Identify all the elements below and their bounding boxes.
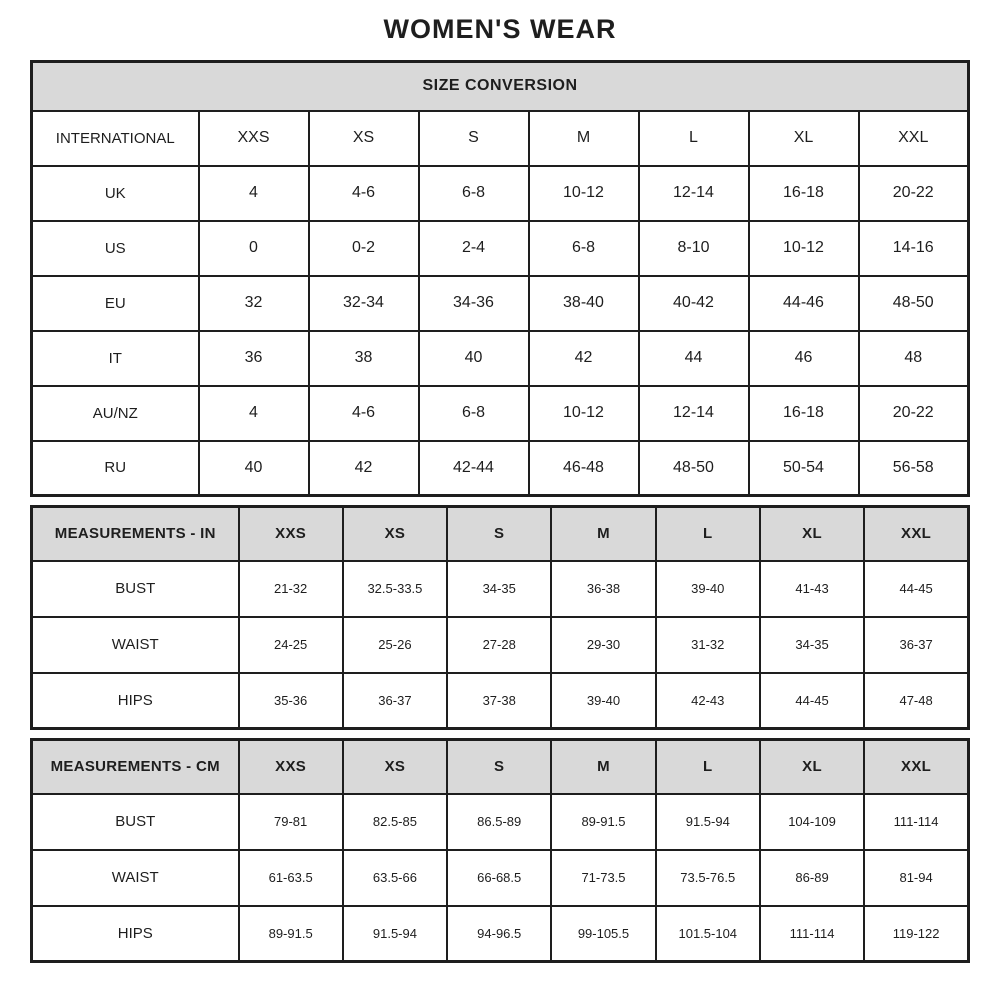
cell-value: L xyxy=(639,111,749,166)
cell-value: 111-114 xyxy=(760,906,864,962)
cell-value: 21-32 xyxy=(239,561,343,617)
cell-value: 44-46 xyxy=(749,276,859,331)
size-conversion-table xyxy=(30,60,970,497)
cell-value: 71-73.5 xyxy=(551,850,655,906)
table-row xyxy=(32,906,969,962)
table-header-row xyxy=(32,740,969,794)
cell-value: XXS xyxy=(199,111,309,166)
row-label: AU/NZ xyxy=(32,386,199,441)
cell-value: 89-91.5 xyxy=(551,794,655,850)
cell-value: 10-12 xyxy=(529,166,639,221)
cell-value: 0-2 xyxy=(309,221,419,276)
size-header-cell: L xyxy=(656,507,760,561)
cell-value: 32.5-33.5 xyxy=(343,561,447,617)
table-row xyxy=(32,561,969,617)
measurements-cm-table xyxy=(30,738,970,963)
cell-value: 36-38 xyxy=(551,561,655,617)
cell-value: 2-4 xyxy=(419,221,529,276)
cell-value: 24-25 xyxy=(239,617,343,673)
cell-value: 34-36 xyxy=(419,276,529,331)
cell-value: 36 xyxy=(199,331,309,386)
cell-value: 44-45 xyxy=(760,673,864,729)
cell-value: 42-43 xyxy=(656,673,760,729)
cell-value: 42 xyxy=(309,441,419,496)
cell-value: 31-32 xyxy=(656,617,760,673)
cell-value: 79-81 xyxy=(239,794,343,850)
size-header-cell: XXL xyxy=(864,507,968,561)
cell-value: 104-109 xyxy=(760,794,864,850)
row-label: US xyxy=(32,221,199,276)
table-row xyxy=(32,331,969,386)
cell-value: 14-16 xyxy=(859,221,969,276)
cell-value: 50-54 xyxy=(749,441,859,496)
cell-value: 82.5-85 xyxy=(343,794,447,850)
size-header-cell: L xyxy=(656,740,760,794)
cell-value: 86.5-89 xyxy=(447,794,551,850)
cell-value: 37-38 xyxy=(447,673,551,729)
size-header-cell: S xyxy=(447,507,551,561)
row-label: HIPS xyxy=(32,906,239,962)
table-row xyxy=(32,111,969,166)
cell-value: 12-14 xyxy=(639,386,749,441)
cell-value: 34-35 xyxy=(760,617,864,673)
cell-value: 36-37 xyxy=(864,617,968,673)
cell-value: 4 xyxy=(199,386,309,441)
cell-value: 61-63.5 xyxy=(239,850,343,906)
table-title-cell: MEASUREMENTS - CM xyxy=(32,740,239,794)
cell-value: 44-45 xyxy=(864,561,968,617)
cell-value: 40 xyxy=(199,441,309,496)
table-row xyxy=(32,794,969,850)
cell-value: 73.5-76.5 xyxy=(656,850,760,906)
size-header-cell: XXL xyxy=(864,740,968,794)
cell-value: 94-96.5 xyxy=(447,906,551,962)
cell-value: 66-68.5 xyxy=(447,850,551,906)
cell-value: 44 xyxy=(639,331,749,386)
row-label: HIPS xyxy=(32,673,239,729)
cell-value: 40-42 xyxy=(639,276,749,331)
cell-value: 39-40 xyxy=(656,561,760,617)
cell-value: 42-44 xyxy=(419,441,529,496)
cell-value: 101.5-104 xyxy=(656,906,760,962)
row-label: WAIST xyxy=(32,850,239,906)
cell-value: 99-105.5 xyxy=(551,906,655,962)
size-header-cell: M xyxy=(551,507,655,561)
cell-value: 36-37 xyxy=(343,673,447,729)
cell-value: 10-12 xyxy=(749,221,859,276)
cell-value: 41-43 xyxy=(760,561,864,617)
cell-value: 81-94 xyxy=(864,850,968,906)
size-header-cell: M xyxy=(551,740,655,794)
cell-value: M xyxy=(529,111,639,166)
cell-value: XL xyxy=(749,111,859,166)
size-header-cell: XXS xyxy=(239,507,343,561)
cell-value: 119-122 xyxy=(864,906,968,962)
cell-value: 56-58 xyxy=(859,441,969,496)
cell-value: 40 xyxy=(419,331,529,386)
size-header-cell: XS xyxy=(343,740,447,794)
table-header-row xyxy=(32,62,969,111)
table-row xyxy=(32,441,969,496)
cell-value: 10-12 xyxy=(529,386,639,441)
cell-value: 46-48 xyxy=(529,441,639,496)
row-label: WAIST xyxy=(32,617,239,673)
table-row xyxy=(32,850,969,906)
cell-value: 48 xyxy=(859,331,969,386)
cell-value: 20-22 xyxy=(859,386,969,441)
cell-value: 0 xyxy=(199,221,309,276)
cell-value: 6-8 xyxy=(419,166,529,221)
table-row xyxy=(32,673,969,729)
table-row xyxy=(32,386,969,441)
cell-value: 91.5-94 xyxy=(656,794,760,850)
cell-value: 89-91.5 xyxy=(239,906,343,962)
cell-value: 91.5-94 xyxy=(343,906,447,962)
size-header-cell: XL xyxy=(760,507,864,561)
row-label: BUST xyxy=(32,794,239,850)
row-label: UK xyxy=(32,166,199,221)
cell-value: 25-26 xyxy=(343,617,447,673)
cell-value: 6-8 xyxy=(529,221,639,276)
cell-value: 27-28 xyxy=(447,617,551,673)
cell-value: 4 xyxy=(199,166,309,221)
table-row xyxy=(32,166,969,221)
measurements-in-table xyxy=(30,505,970,730)
size-conversion-title: SIZE CONVERSION xyxy=(32,62,969,111)
cell-value: 32-34 xyxy=(309,276,419,331)
page-title: WOMEN'S WEAR xyxy=(383,14,617,44)
table-row xyxy=(32,221,969,276)
row-label: IT xyxy=(32,331,199,386)
cell-value: S xyxy=(419,111,529,166)
cell-value: 32 xyxy=(199,276,309,331)
cell-value: XXL xyxy=(859,111,969,166)
cell-value: XS xyxy=(309,111,419,166)
row-label: EU xyxy=(32,276,199,331)
cell-value: 12-14 xyxy=(639,166,749,221)
table-row xyxy=(32,276,969,331)
table-header-row xyxy=(32,507,969,561)
cell-value: 4-6 xyxy=(309,386,419,441)
row-label: INTERNATIONAL xyxy=(32,111,199,166)
table-row xyxy=(32,617,969,673)
cell-value: 16-18 xyxy=(749,166,859,221)
cell-value: 8-10 xyxy=(639,221,749,276)
size-header-cell: XS xyxy=(343,507,447,561)
cell-value: 47-48 xyxy=(864,673,968,729)
cell-value: 46 xyxy=(749,331,859,386)
cell-value: 20-22 xyxy=(859,166,969,221)
cell-value: 111-114 xyxy=(864,794,968,850)
cell-value: 48-50 xyxy=(639,441,749,496)
size-header-cell: XXS xyxy=(239,740,343,794)
cell-value: 42 xyxy=(529,331,639,386)
cell-value: 6-8 xyxy=(419,386,529,441)
cell-value: 63.5-66 xyxy=(343,850,447,906)
cell-value: 16-18 xyxy=(749,386,859,441)
row-label: BUST xyxy=(32,561,239,617)
cell-value: 86-89 xyxy=(760,850,864,906)
cell-value: 38 xyxy=(309,331,419,386)
size-header-cell: S xyxy=(447,740,551,794)
cell-value: 39-40 xyxy=(551,673,655,729)
cell-value: 38-40 xyxy=(529,276,639,331)
cell-value: 48-50 xyxy=(859,276,969,331)
row-label: RU xyxy=(32,441,199,496)
cell-value: 29-30 xyxy=(551,617,655,673)
cell-value: 4-6 xyxy=(309,166,419,221)
size-header-cell: XL xyxy=(760,740,864,794)
cell-value: 35-36 xyxy=(239,673,343,729)
table-title-cell: MEASUREMENTS - IN xyxy=(32,507,239,561)
cell-value: 34-35 xyxy=(447,561,551,617)
